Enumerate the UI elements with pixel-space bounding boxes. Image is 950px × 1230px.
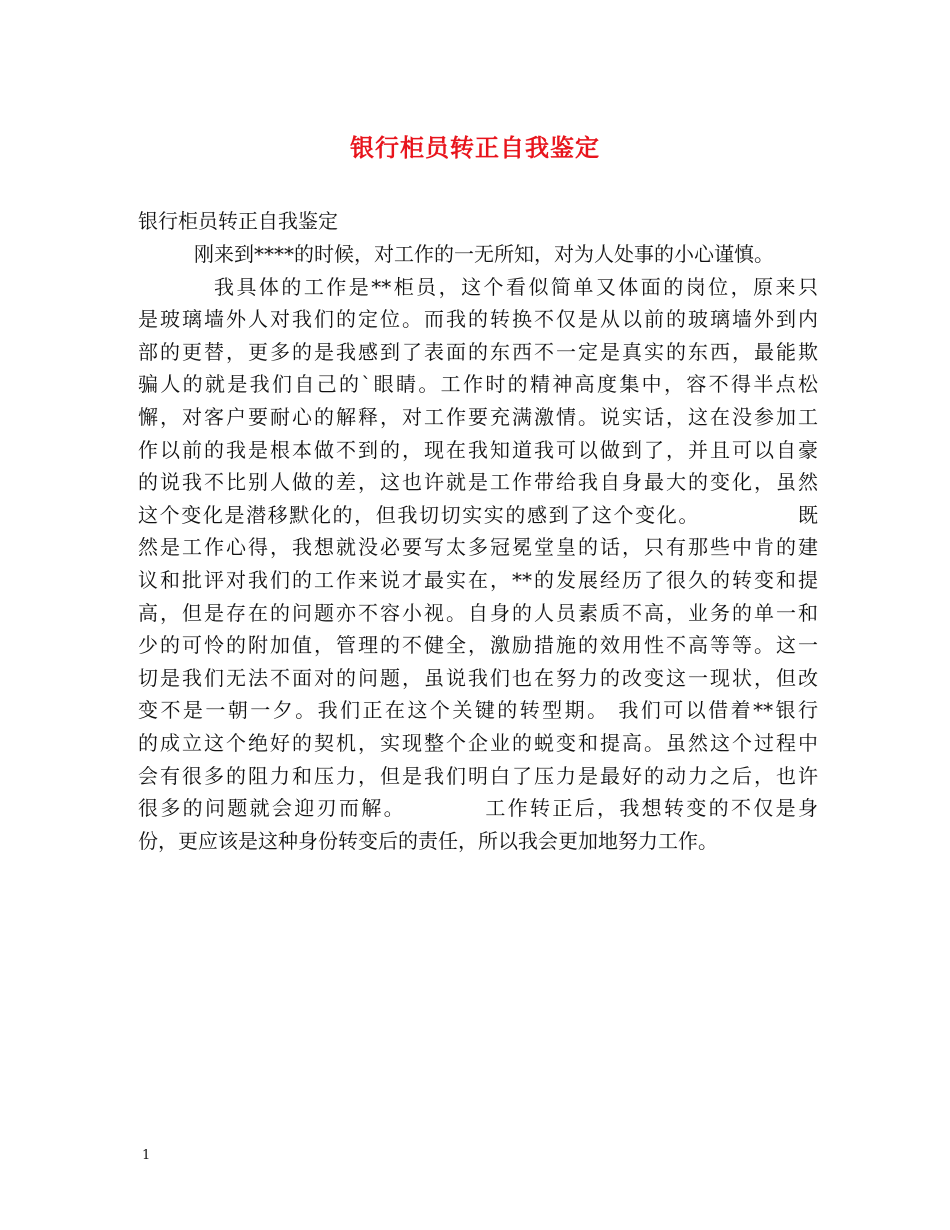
paragraph-line: 刚来到****的时候，对工作的一无所知，对为人处事的小心谨慎。 bbox=[194, 242, 774, 266]
paragraph-line: 会有很多的阻力和压力，但是我们明白了压力是最好的动力之后，也许 bbox=[138, 763, 818, 788]
paragraph-line: 是玻璃墙外人对我们的定位。而我的转换不仅是从以前的玻璃墙外到内 bbox=[138, 307, 818, 332]
page-number: 1 bbox=[142, 1148, 151, 1163]
paragraph-line: 部的更替，更多的是我感到了表面的东西不一定是真实的东西，最能欺 bbox=[138, 339, 818, 364]
paragraph-line: 的说我不比别人做的差，这也许就是工作带给我自身最大的变化，虽然 bbox=[138, 470, 818, 495]
paragraph-line: 作以前的我是根本做不到的，现在我知道我可以做到了，并且可以自豪 bbox=[138, 437, 818, 462]
paragraph-line: 份，更应该是这种身份转变后的责任，所以我会更加地努力工作。 bbox=[138, 828, 718, 853]
paragraph-line: 骗人的就是我们自己的`眼睛。工作时的精神高度集中，容不得半点松 bbox=[138, 372, 818, 397]
document-title: 银行柜员转正自我鉴定 bbox=[350, 133, 600, 162]
paragraph-line: 然是工作心得，我想就没必要写太多冠冕堂皇的话，只有那些中肯的建 bbox=[138, 535, 818, 560]
paragraph-line: 切是我们无法不面对的问题，虽说我们也在努力的改变这一现状，但改 bbox=[138, 665, 818, 690]
paragraph-line: 高，但是存在的问题亦不容小视。自身的人员素质不高，业务的单一和 bbox=[138, 600, 818, 625]
paragraph-line: 这个变化是潜移默化的，但我切切实实的感到了这个变化。 既 bbox=[138, 502, 818, 527]
paragraph-line: 我具体的工作是**柜员，这个看似简单又体面的岗位，原来只 bbox=[214, 274, 818, 299]
document-subtitle: 银行柜员转正自我鉴定 bbox=[138, 209, 338, 233]
document-body bbox=[138, 238, 818, 857]
paragraph-line: 议和批评对我们的工作来说才最实在，**的发展经历了很久的转变和提 bbox=[138, 567, 818, 592]
paragraph-line: 懈，对客户要耐心的解释，对工作要充满激情。说实话，这在没参加工 bbox=[138, 404, 818, 429]
paragraph-line: 变不是一朝一夕。我们正在这个关键的转型期。 我们可以借着**银行 bbox=[138, 698, 818, 723]
paragraph-line: 很多的问题就会迎刃而解。 工作转正后，我想转变的不仅是身 bbox=[138, 796, 818, 821]
paragraph-line: 的成立这个绝好的契机，实现整个企业的蜕变和提高。虽然这个过程中 bbox=[138, 730, 818, 755]
paragraph-line: 少的可怜的附加值，管理的不健全，激励措施的效用性不高等等。这一 bbox=[138, 633, 818, 658]
